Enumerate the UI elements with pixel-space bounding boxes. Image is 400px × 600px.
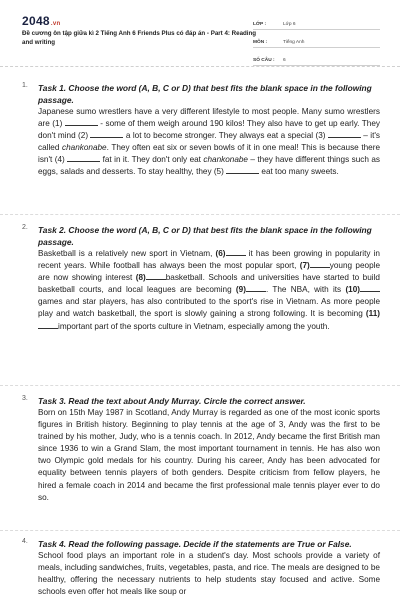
passage-text: Basketball is a relatively new sport in Vietnam, xyxy=(38,249,216,258)
passage-text: – it's called xyxy=(38,131,381,153)
section-divider xyxy=(0,214,400,215)
passage-text: it has been growing in popularity in recent years. While football has always been the most popular sport, xyxy=(38,249,380,271)
task-heading: Task 3. Read the text about Andy Murray. Circle the correct answer. xyxy=(38,396,306,406)
answer-blank[interactable] xyxy=(226,248,246,256)
task-passage: School food plays an important role in a student's day. Most schools provide a variety of meals, including sandwiches, fruits, vegetables, pasta, and rice. The meals are designed to be healthy, offering the necessary nutrients to help students stay focused and active. Some schools even offer hot meals like soup or xyxy=(38,551,380,597)
italic-term: chankonabe xyxy=(62,143,107,153)
logo-suffix-text: .vn xyxy=(50,21,61,27)
passage-text: a lot to become stronger. They always eat a special (3) xyxy=(123,131,328,141)
answer-blank[interactable] xyxy=(310,260,330,268)
answer-blank[interactable] xyxy=(226,166,259,174)
question-number: (6) xyxy=(215,249,226,258)
passage-text: important part of the sports culture in Vietnam, especially among the youth. xyxy=(58,321,330,331)
metadata-box xyxy=(253,12,380,66)
question-number: (9) xyxy=(235,285,246,295)
logo-main-text: 2048 xyxy=(22,14,50,28)
passage-text: Japanese sumo wrestlers have a very different lifestyle to most people. Many sumo wrestlers are (1) xyxy=(38,107,380,129)
task-number: 1. xyxy=(22,82,28,89)
meta-label: LỚP : xyxy=(253,22,267,27)
answer-blank[interactable] xyxy=(38,321,58,329)
document-title: Đề cương ôn tập giữa kì 2 Tiếng Anh 6 Friends Plus có đáp án - Part 4: Reading and writing xyxy=(22,30,257,46)
answer-blank[interactable] xyxy=(67,154,100,162)
task-heading: Task 4. Read the following passage. Decide if the statements are True or False. xyxy=(38,539,352,549)
meta-row-count xyxy=(253,48,380,66)
meta-value: Tiếng Anh xyxy=(283,40,305,45)
meta-value: Lớp 6 xyxy=(283,22,296,27)
question-number: (10) xyxy=(345,285,360,295)
answer-blank[interactable] xyxy=(246,284,266,292)
site-logo[interactable] xyxy=(22,14,60,28)
passage-text: games and star players, has also contributed to the sport's rise in Vietnam. As more people play and watch basketball, the sport is slowly gaining a strong following. It is becoming xyxy=(38,297,380,319)
passage-text: young people are now showing interest xyxy=(38,261,380,283)
question-number: (7) xyxy=(299,261,310,271)
task-passage xyxy=(38,106,380,179)
passage-text: - some of them weigh around 190 kilos! They also have to get up early. They don't mind (2) xyxy=(38,119,380,141)
task-heading: Task 1. Choose the word (A, B, C or D) that best fits the blank space in the following passage. xyxy=(38,83,372,105)
meta-label: MÔN : xyxy=(253,40,268,45)
answer-blank[interactable] xyxy=(328,130,361,138)
header-divider xyxy=(0,66,400,67)
task-passage xyxy=(38,248,380,333)
meta-row-class xyxy=(253,12,380,30)
document-header xyxy=(0,0,400,62)
meta-value: 6 xyxy=(283,58,286,63)
task-passage: Born on 15th May 1987 in Scotland, Andy Murray is regarded as one of the most iconic sports figures in British history. Beginning to play tennis at the age of 3, Andy was the first to be trained by his mother, Judy, who is a tennis coach. In 2012, Andy became the first British man since 1936 to win a Grand Slam, the most important tournament in tennis. He has also won two Olympic gold medals for his country. During his career, Andy has been advocated for equality between tennis players of both genders. Despite criticism from fellow players, he hired a female coach in 2014 and became the first professional male tennis player ever to do so. xyxy=(38,408,380,502)
question-number: (8) xyxy=(135,273,146,283)
question-number: (11) xyxy=(365,309,380,319)
task-heading: Task 2. Choose the word (A, B, C or D) that best fits the blank space in the following passage. xyxy=(38,225,372,247)
meta-label: SỐ CÂU : xyxy=(253,58,275,63)
passage-text: . They often eat six or seven bowls of it in one meal! This is because there isn't (4) xyxy=(38,143,380,165)
passage-text: fat in it. They don't only eat xyxy=(100,155,204,165)
task-number: 2. xyxy=(22,224,28,231)
task-number: 4. xyxy=(22,538,28,545)
task-number: 3. xyxy=(22,395,28,402)
answer-blank[interactable] xyxy=(90,130,123,138)
section-divider xyxy=(0,530,400,531)
passage-text: basketball. Schools and universities have started to build basketball courts, and local leagues are becoming xyxy=(38,273,380,295)
passage-text: . The NBA, with its xyxy=(265,285,346,295)
answer-blank[interactable] xyxy=(360,284,380,292)
passage-text: – they have different things such as eggs, salads and desserts. To stay healthy, they (5) xyxy=(38,155,380,177)
section-divider xyxy=(0,385,400,386)
answer-blank[interactable] xyxy=(146,272,166,280)
passage-text: eat too many sweets. xyxy=(259,167,339,177)
italic-term: chankonabe xyxy=(203,155,248,165)
meta-row-subject xyxy=(253,30,380,48)
answer-blank[interactable] xyxy=(65,118,98,126)
